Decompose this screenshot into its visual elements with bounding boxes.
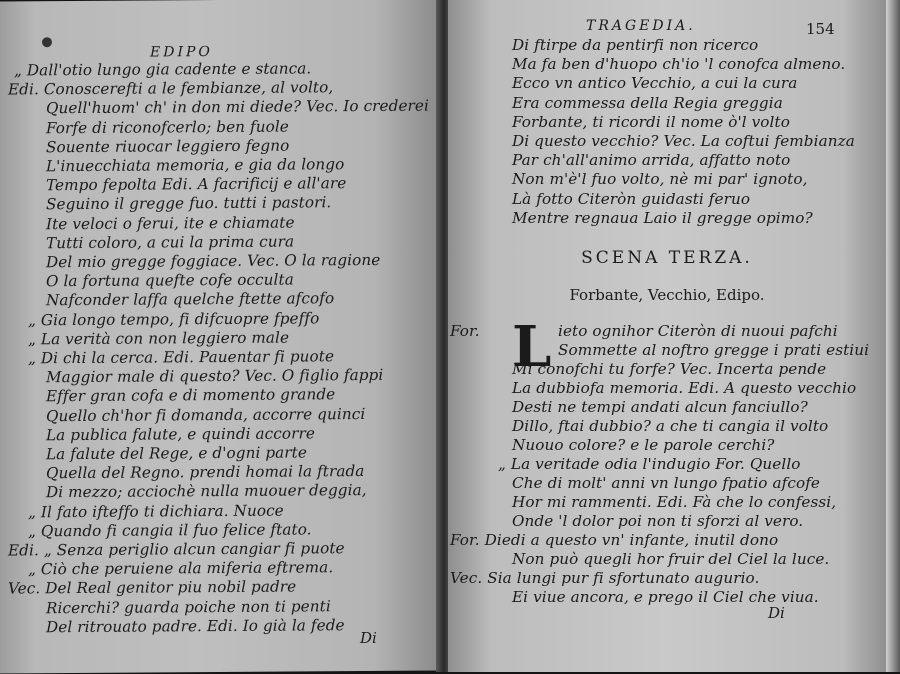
verse-line: Mentre regnaua Laio il gregge opimo? — [512, 208, 813, 227]
verse-line: Di ftirpe da pentirfi non ricerco — [512, 36, 759, 54]
verse-line: „ Di chi la cerca. Edi. Pauentar fi puote — [28, 347, 335, 368]
verse-line: O la fortuna quefte cofe occulta — [46, 270, 294, 291]
verse-line: La dubbiofa memoria. Edi. A questo vecchio — [512, 379, 857, 397]
verse-line: Hor mi rammenti. Edi. Fà che lo confessi, — [512, 493, 837, 511]
right-page — [448, 0, 886, 672]
verse-line: Vec. Del Real genitor piu nobil padre — [8, 577, 297, 598]
catchword-right: Di — [768, 604, 785, 622]
ink-spot — [42, 37, 52, 47]
verse-line: „ La verità con non leggiero male — [28, 328, 290, 349]
verse-line: Dillo, ftai dubbio? a che ti cangia il volto — [512, 417, 829, 435]
verse-line: Era commessa della Regia greggia — [512, 93, 783, 112]
verse-line: Di questo vecchio? Vec. La coftui fembianza — [512, 132, 855, 150]
verse-line: Non può quegli hor fruir del Ciel la luce. — [512, 550, 830, 568]
page-edge — [886, 0, 900, 672]
verse-line: Ite veloci o ferui, ite e chiamate — [46, 213, 295, 233]
verse-line: Tempo fepolta Edi. A facrificij e all'are — [46, 174, 347, 195]
verse-line: Quello ch'hor fi domanda, accorre quinci — [46, 404, 366, 425]
left-page — [0, 0, 440, 674]
verse-line: Del ritrouato padre. Edi. Io già la fede — [46, 615, 345, 637]
verse-line: Non m'è'l fuo volto, nè mi par' ignoto, — [512, 170, 808, 189]
verse-line: Di mezzo; acciochè nulla muouer deggia, — [46, 481, 367, 502]
verse-line: „ Quando fi cangia il fuo felice ftato. — [28, 520, 312, 541]
verse-line: Vec. Sia lungi pur fi sfortunato augurio. — [450, 569, 760, 587]
verse-line: „ Gia longo tempo, fi difcuopre fpeffo — [28, 308, 320, 329]
verse-line: Che di molt' anni vn lungo fpatio afcofe — [512, 474, 821, 492]
verse-line: Souente riuocar leggiero fegno — [46, 136, 290, 157]
verse-line: Forbante, ti ricordi il nome ò'l volto — [512, 112, 790, 131]
verse-line: „ Dall'otio lungo gia cadente e stanca. — [14, 59, 312, 80]
verse-line: „ La veritade odia l'indugio For. Quello — [498, 455, 801, 473]
running-head-right: TRAGEDIA. — [586, 18, 696, 34]
verse-line: Effer gran cofa e di momento grande — [46, 385, 336, 406]
verse-line: Edi. „ Senza periglio alcun cangiar fi puote — [8, 539, 345, 560]
verse-line: Nafconder laffa quelche ftette afcofo — [46, 289, 335, 310]
verse-line: Maggior male di questo? Vec. O figlio fappi — [46, 366, 384, 387]
verse-line: Desti ne tempi andati alcun fanciullo? — [512, 398, 808, 416]
verse-line: Edi. Conoscerefti a le fembianze, al volto, — [8, 78, 334, 99]
verse-line: Del mio gregge foggiace. Vec. O la ragione — [46, 250, 381, 272]
verse-line: „ Ciò che peruiene ala miferia eftrema. — [28, 558, 334, 579]
verse-line: Seguino il gregge fuo. tutti i pastori. — [46, 193, 332, 214]
running-head-left: EDIPO — [150, 44, 213, 61]
verse-line: Forfe di riconofcerlo; ben fuole — [46, 117, 289, 137]
verse-line: La publica falute, e quindi accorre — [46, 424, 315, 445]
speaker-label: For. — [450, 322, 480, 340]
verse-line: Quella del Regno. prendi homai la ftrada — [46, 462, 365, 483]
verse-line: L'inuecchiata memoria, e gia da longo — [46, 155, 345, 176]
verse-line: Sommette al noftro gregge i prati estiui — [558, 341, 870, 359]
verse-line: Tutti coloro, a cui la prima cura — [46, 232, 295, 253]
verse-line: ieto ognihor Citeròn di nuoui pafchi — [558, 322, 838, 340]
verse-line: Ricerchi? guarda poiche non ti penti — [46, 596, 331, 617]
drop-cap: L — [512, 314, 552, 380]
verse-line: Nuouo colore? e le parole cerchi? — [512, 436, 775, 454]
catchword-left: Di — [360, 628, 377, 648]
verse-line: Ei viue ancora, e prego il Ciel che viua. — [512, 588, 819, 606]
verse-line: Mi conofchi tu forfe? Vec. Incerta pende — [512, 360, 827, 378]
verse-line: Quell'huom' ch' in don mi diede? Vec. Io crederei — [46, 96, 429, 118]
scene-persons: Forbante, Vecchio, Edipo. — [569, 286, 765, 304]
verse-line: La falute del Rege, e d'ogni parte — [46, 443, 307, 464]
verse-line: Onde 'l dolor poi non ti sforzi al vero. — [512, 512, 804, 530]
verse-line: „ Il fato ifteffo ti dichiara. Nuoce — [28, 501, 284, 521]
verse-line: Ecco vn antico Vecchio, a cui la cura — [512, 74, 798, 93]
page-number: 154 — [806, 20, 835, 38]
verse-line: Par ch'all'animo arrida, affatto noto — [512, 151, 791, 170]
scene-title: SCENA TERZA. — [581, 248, 753, 268]
verse-line: Là fotto Citeròn guidasti feruo — [512, 189, 751, 208]
verse-line: For. Diedi a questo vn' infante, inutil dono — [450, 531, 779, 549]
verse-line: Ma fa ben d'huopo ch'io 'l conofca almeno. — [512, 55, 846, 74]
